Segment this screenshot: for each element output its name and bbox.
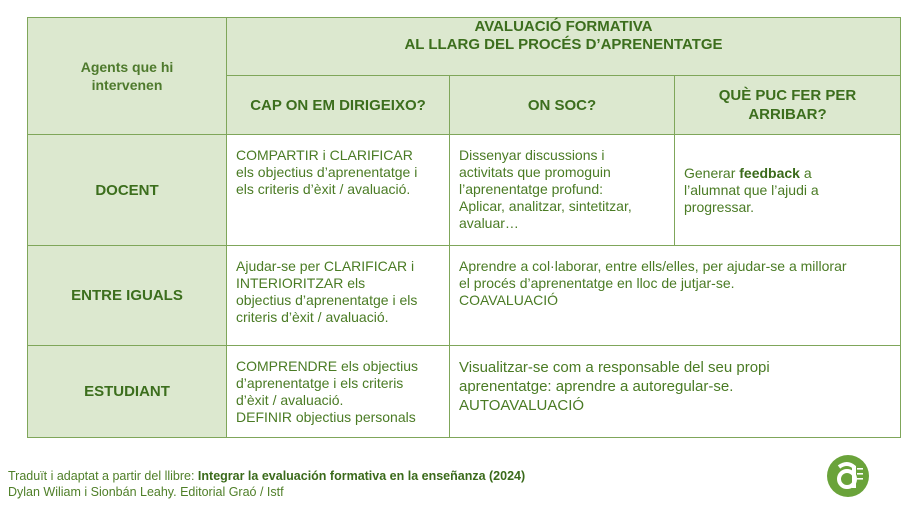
column-header-label: QUÈ PUC FER PER <box>718 87 857 104</box>
formative-assessment-table <box>27 17 901 438</box>
source-credit <box>8 468 525 500</box>
cell-line: l’aprenentatge profund: <box>459 181 603 197</box>
cell-line: Dissenyar discussions i <box>459 147 605 163</box>
main-title-line: AL LLARG DEL PROCÉS D’APRENENTATGE <box>404 36 723 53</box>
cell-line: COMPRENDRE els objectius <box>236 358 419 374</box>
main-title-cell <box>227 18 901 76</box>
cell-line: criteris d’èxit / avaluació. <box>236 309 389 325</box>
column-header-label: ARRIBAR? <box>748 106 827 123</box>
cell-line: avaluar… <box>459 215 519 231</box>
cell-text: a <box>799 165 812 181</box>
cell-line: COMPARTIR i CLARIFICAR <box>236 147 413 163</box>
docent-que-puc-fer-cell <box>675 135 901 246</box>
agents-header-line: intervenen <box>91 77 163 93</box>
docent-cap-on-cell <box>227 135 450 246</box>
cell-line: d’aprenentatge i els criteris <box>236 375 404 391</box>
row-header-entre-iguals: ENTRE IGUALS <box>28 246 227 346</box>
column-header-label: ON SOC? <box>527 96 597 114</box>
cell-line: objectius d’aprenentatge i els <box>236 292 418 308</box>
book-title: Integrar la evaluación formativa en la enseñanza (2024) <box>197 469 526 483</box>
cell-line: els criteris d’èxit / avaluació. <box>236 181 411 197</box>
row-header-docent: DOCENT <box>28 135 227 246</box>
cell-line: Aprendre a col·laborar, entre ells/elles, per ajudar-se a millorar <box>459 258 847 274</box>
cell-line: Visualitzar-se com a responsable del seu propi <box>459 359 770 376</box>
cell-line <box>684 165 891 182</box>
entre-iguals-merged-cell <box>450 246 901 346</box>
docent-on-soc-cell <box>450 135 675 246</box>
cell-line: els objectius d’aprenentatge i <box>236 164 418 180</box>
cell-line: activitats que promoguin <box>459 164 611 180</box>
agents-header-line: Agents que hi <box>80 59 174 75</box>
publisher-logo-icon <box>826 454 870 498</box>
feedback-emphasis: feedback <box>739 165 800 181</box>
main-title-line: AVALUACIÓ FORMATIVA <box>474 18 653 35</box>
column-header-que-puc-fer <box>675 76 901 135</box>
cell-line: INTERIORITZAR els <box>236 275 366 291</box>
cell-line: Ajudar-se per CLARIFICAR i <box>236 258 415 274</box>
column-header-cap-on <box>227 76 450 135</box>
credit-line: Dylan Wiliam i Sionbán Leahy. Editorial Graó / Istf <box>8 485 284 499</box>
cell-line: Aplicar, analitzar, sintetitzar, <box>459 198 632 214</box>
cell-line: progressar. <box>684 199 755 215</box>
column-header-on-soc <box>450 76 675 135</box>
agents-header-cell <box>28 18 227 135</box>
cell-line: DEFINIR objectius personals <box>236 409 416 425</box>
row-header-estudiant: ESTUDIANT <box>28 346 227 438</box>
credit-line <box>8 468 525 484</box>
estudiant-cap-on-cell <box>227 346 450 438</box>
cell-line: d’èxit / avaluació. <box>236 392 344 408</box>
entre-iguals-cap-on-cell <box>227 246 450 346</box>
cell-line: COAVALUACIÓ <box>459 292 559 308</box>
cell-line: el procés d’aprenentatge en lloc de jutjar-se. <box>459 275 735 291</box>
cell-line: l’alumnat que l’ajudi a <box>684 182 819 198</box>
cell-line: aprenentatge: aprendre a autoregular-se. <box>459 378 734 395</box>
cell-line: AUTOAVALUACIÓ <box>459 397 585 414</box>
estudiant-merged-cell <box>450 346 901 438</box>
cell-text: Generar <box>684 165 740 181</box>
column-header-label: CAP ON EM DIRIGEIXO? <box>250 96 426 114</box>
credit-text: Traduït i adaptat a partir del llibre: <box>8 469 198 483</box>
